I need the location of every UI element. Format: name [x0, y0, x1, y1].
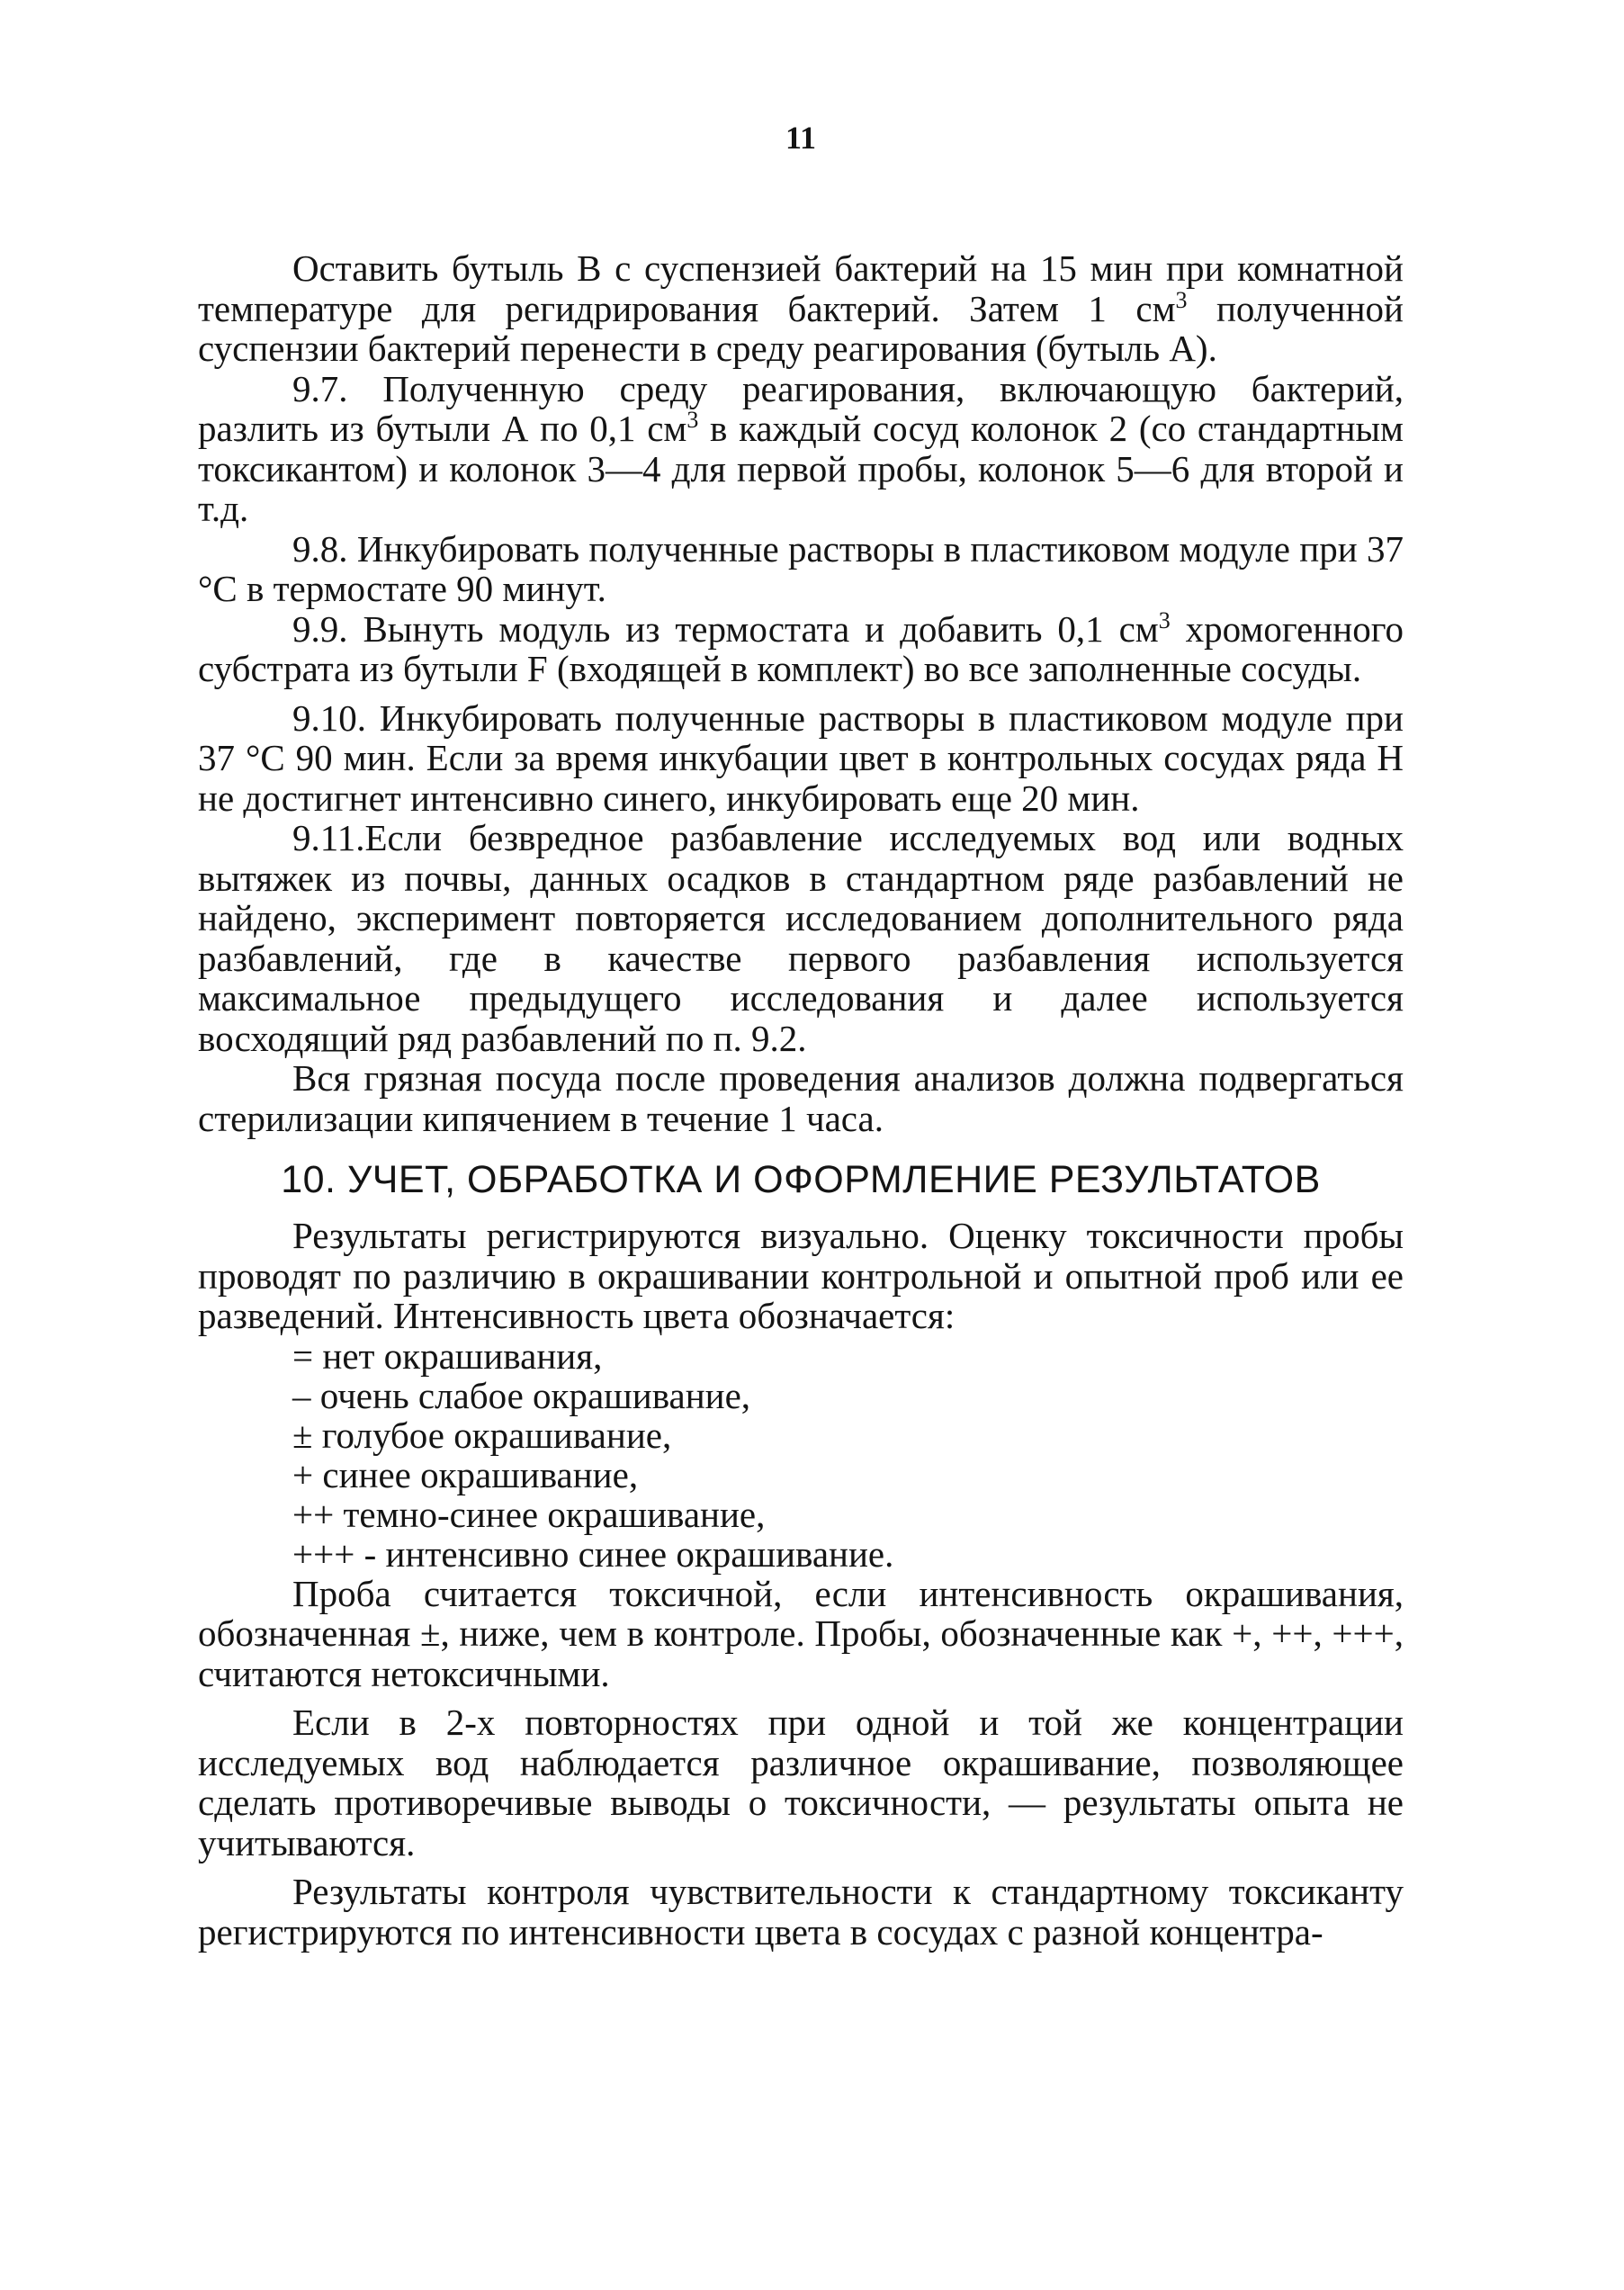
section-heading: 10. УЧЕТ, ОБРАБОТКА И ОФОРМЛЕНИЕ РЕЗУЛЬТАТОВ [281, 1158, 1321, 1201]
legend-item: ± голубое окрашивание, [292, 1414, 672, 1456]
legend-item: + синее окрашивание, [292, 1453, 639, 1495]
paragraph: Результаты контроля чувствительности к стандартному токсиканту регистрируются по интенсивности цвета в сосудах с разной концентра- [198, 1871, 1404, 1953]
legend-item: +++ - интенсивно синее окрашивание. [292, 1532, 894, 1575]
paragraph: Вся грязная посуда после проведения анализов должна подвергаться стерилизации кипячением в течение 1 часа. [198, 1057, 1404, 1139]
paragraph: 9.8. Инкубировать полученные растворы в пластиковом модуле при 37 °С в термостате 90 минут. [198, 527, 1404, 609]
document-body [198, 248, 1404, 1952]
paragraph: 9.11.Если безвредное разбавление исследуемых вод или водных вытяжек из почвы, данных осадков в стандартном ряде разбавлений не найдено, эксперимент повторяется исследованием дополнительного ряда разбавлений, где в качестве первого разбавления используется максимальное предыдущего исследования и далее используется восходящий ряд разбавлений по п. 9.2. [198, 817, 1404, 1059]
results-intro: Результаты регистрируются визуально. Оценку токсичности пробы проводят по различию в окрашивании контрольной и опытной проб или ее разведений. Интенсивность цвета обозначается: [198, 1215, 1404, 1336]
color-intensity-legend [198, 1336, 1404, 1574]
legend-item: – очень слабое окрашивание, [292, 1374, 751, 1416]
paragraph: 9.7. Полученную среду реагирования, включающую бактерий, разлить из бутыли А по 0,1 $см^3$ в каждый сосуд колонок 2 (со стандартным токсикантом) и колонок 3—4 для первой пробы, колонок 5—6 для второй и т.д. [198, 367, 1404, 529]
paragraph: 9.10. Инкубировать полученные растворы в пластиковом модуле при 37 °С 90 мин. Если за время инкубации цвет в контрольных сосудах ряда Н не достигнет интенсивно синего, инкубировать еще 20 мин. [198, 696, 1404, 819]
legend-item: ++ темно-синее окрашивание, [292, 1493, 766, 1535]
paragraph: 9.9. Вынуть модуль из термостата и добавить 0,1 $см^3$ хромогенного субстрата из бутыли F (входящей в комплект) во все заполненные сосуды. [198, 606, 1404, 689]
paragraph: Проба считается токсичной, если интенсивность окрашивания, обозначенная ±, ниже, чем в контроле. Пробы, обозначенные как +, ++, +++, считаются нетоксичными. [198, 1572, 1404, 1694]
legend-item: = нет окрашивания, [292, 1334, 603, 1377]
paragraph: Оставить бутыль В с суспензией бактерий на 15 мин при комнатной температуре для регидрирования бактерий. Затем 1 $см^3$ полученной суспензии бактерий перенести в среду реагирования (бутыль А). [198, 247, 1404, 369]
paragraph: Если в 2-х повторностях при одной и той же концентрации исследуемых вод наблюдается различное окрашивание, позволяющее сделать противоречивые выводы о токсичности, — результаты опыта не учитываются. [198, 1702, 1404, 1863]
page-number: 11 [785, 120, 816, 156]
